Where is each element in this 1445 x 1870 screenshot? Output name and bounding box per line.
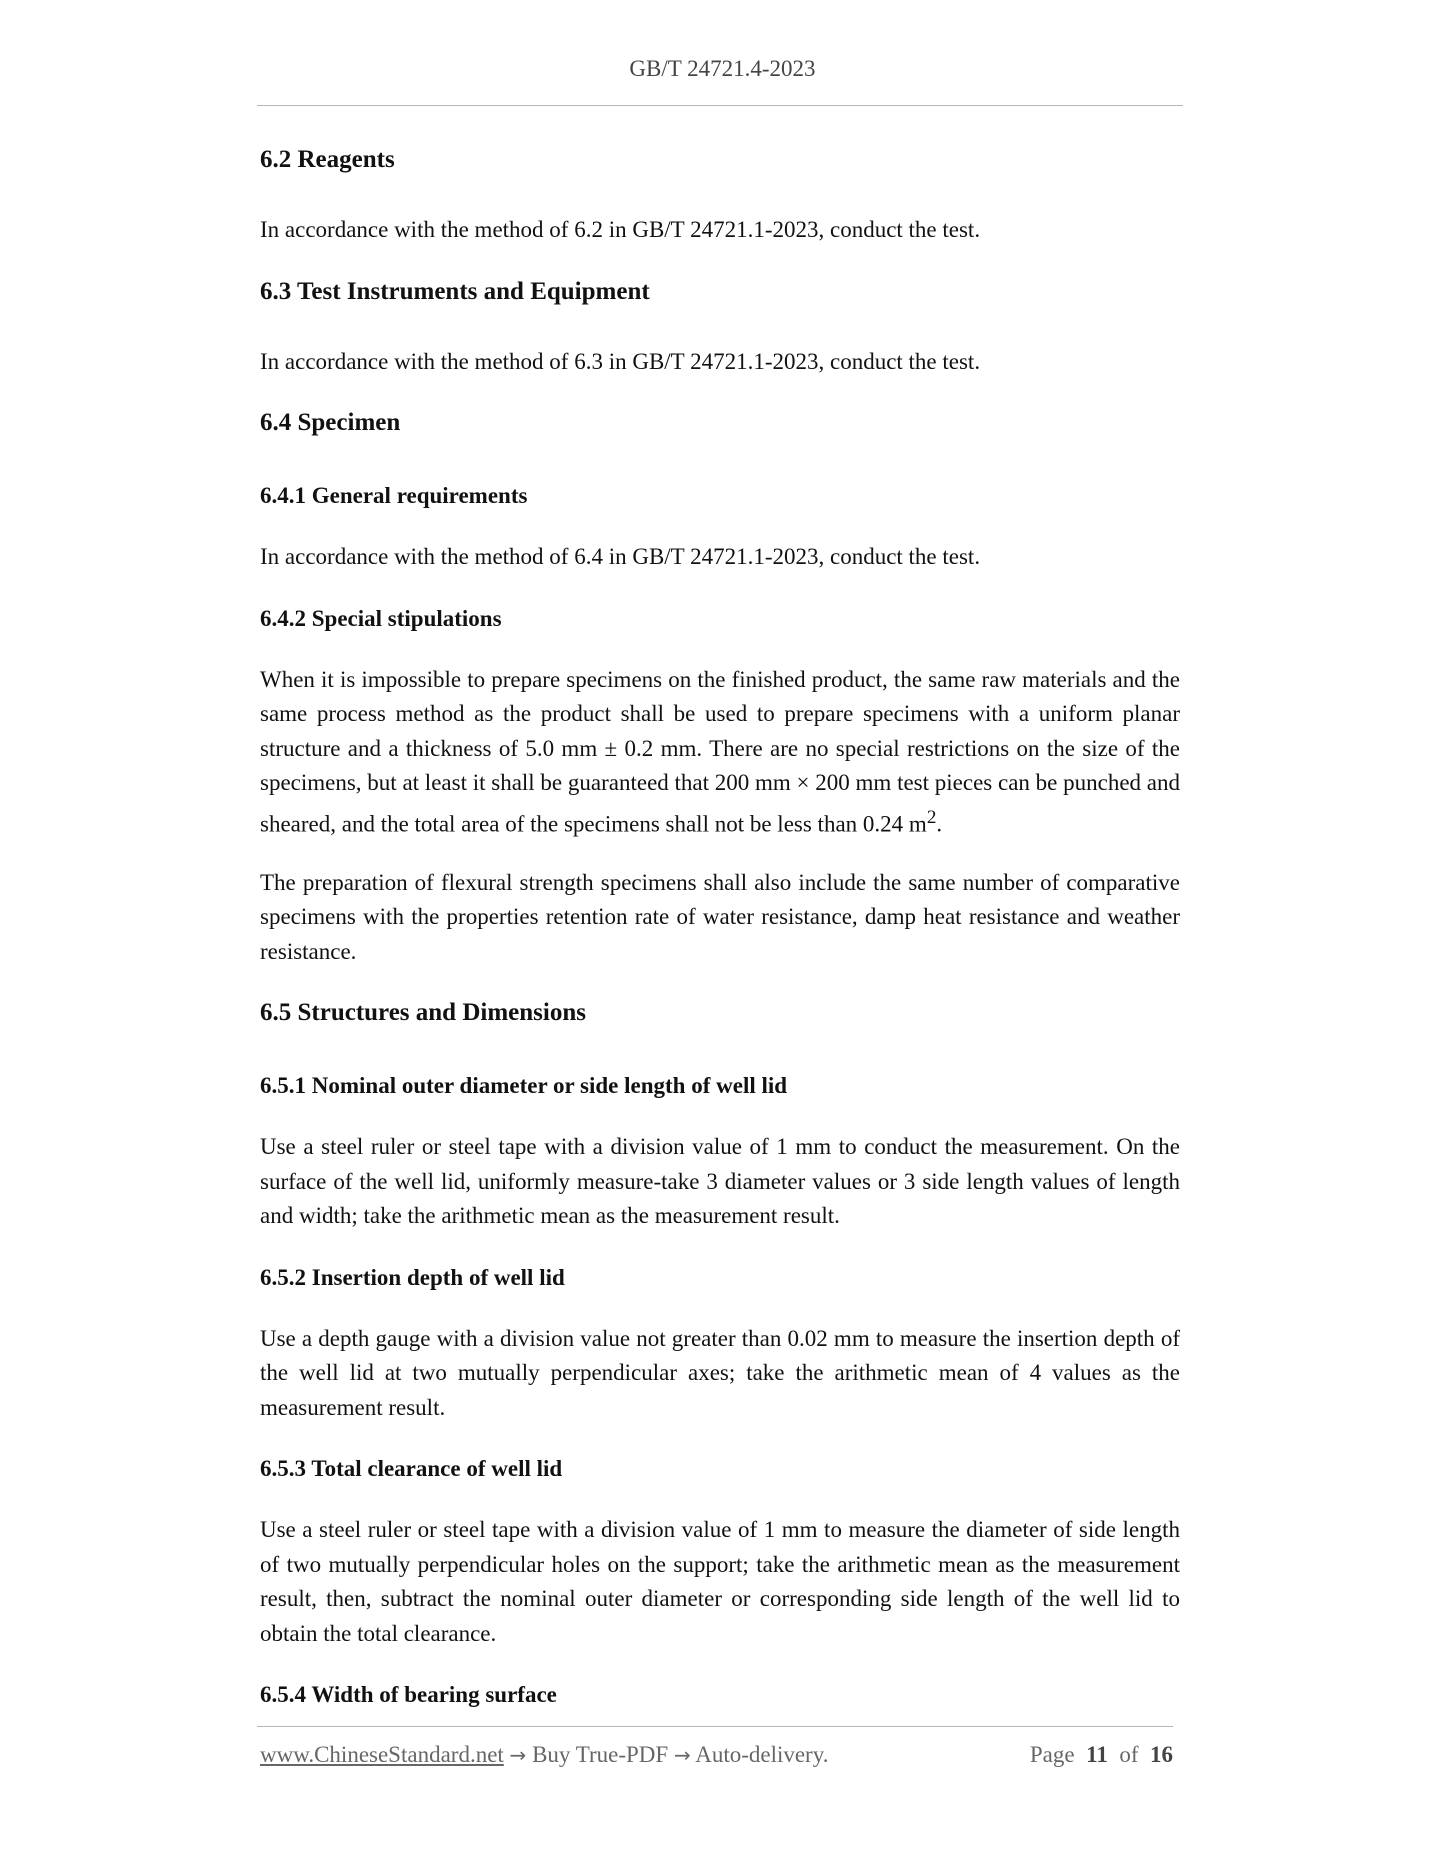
paragraph-6-4-1: In accordance with the method of 6.4 in GB/T 24721.1-2023, conduct the test. (260, 544, 981, 569)
page-label: Page (1029, 1742, 1075, 1767)
website-link[interactable]: www.ChineseStandard.net (260, 1742, 504, 1767)
document-body (260, 140, 1180, 1739)
page-number (1030, 1742, 1173, 1768)
header-divider (257, 105, 1183, 106)
subsection-heading-6-5-2: 6.5.2 Insertion depth of well lid (260, 1264, 565, 1290)
paragraph-6-5-2: Use a depth gauge with a division value not greater than 0.02 mm to measure the insertion depth of the well lid at two mutually perpendicular axes; take the arithmetic mean of 4 values as the measurement result. (260, 1325, 1180, 1420)
subsection-heading-6-5-1: 6.5.1 Nominal outer diameter or side length of well lid (260, 1073, 788, 1099)
auto-delivery-text: Auto-delivery. (695, 1742, 829, 1767)
page-total: 16 (1150, 1742, 1173, 1767)
paragraph-6-4-2-b: The preparation of flexural strength specimens shall also include the same number of comparative specimens with the properties retention rate of water resistance, damp heat resistance and weather resistance. (260, 869, 1180, 964)
subsection-heading-6-4-2: 6.4.2 Special stipulations (260, 605, 502, 631)
page-current: 11 (1086, 1742, 1108, 1767)
paragraph-6-2: In accordance with the method of 6.2 in GB/T 24721.1-2023, conduct the test. (260, 217, 981, 242)
page-header-doc-code: GB/T 24721.4-2023 (629, 56, 816, 81)
section-heading-6-5: 6.5 Structures and Dimensions (260, 999, 586, 1027)
paragraph-6-5-3: Use a steel ruler or steel tape with a division value of 1 mm to measure the diameter of side length of two mutually perpendicular holes on the support; take the arithmetic mean as the measurement result, then, subtract the nominal outer diameter or corresponding side length of the well lid to obtain the total clearance. (260, 1517, 1180, 1646)
paragraph-6-5-1: Use a steel ruler or steel tape with a division value of 1 mm to conduct the measurement. On the surface of the well lid, uniformly measure-take 3 diameter values or 3 side length values of length and width; take the arithmetic mean as the measurement result. (260, 1134, 1180, 1229)
superscript-2: 2 (926, 806, 937, 828)
page-footer (260, 1742, 1173, 1768)
subsection-heading-6-5-3: 6.5.3 Total clearance of well lid (260, 1456, 563, 1482)
section-heading-6-2: 6.2 Reagents (260, 146, 395, 173)
subsection-heading-6-5-4: 6.5.4 Width of bearing surface (260, 1682, 557, 1708)
page-of-label: of (1119, 1742, 1139, 1767)
arrow-right-icon: → (673, 1743, 691, 1767)
paragraph-6-4-2-a-end: . (936, 811, 943, 837)
section-heading-6-3: 6.3 Test Instruments and Equipment (260, 277, 650, 305)
paragraph-6-3: In accordance with the method of 6.3 in GB/T 24721.1-2023, conduct the test. (260, 348, 981, 374)
arrow-right-icon: → (509, 1743, 527, 1767)
buy-true-pdf-text: Buy True-PDF (532, 1742, 669, 1767)
subsection-heading-6-4-1: 6.4.1 General requirements (260, 483, 528, 508)
paragraph-6-4-2-a (260, 663, 1180, 842)
paragraph-6-4-2-a-text: When it is impossible to prepare specimens on the finished product, the same raw materials and the same process method as the product shall be used to prepare specimens with a uniform planar structure and a thickness of 5.0 mm ± 0.2 mm. There are no special restrictions on the size of the specimens, but at least it shall be guaranteed that 200 mm × 200 mm test pieces can be punched and sheared, and the total area of the specimens shall not be less than 0.24 m (260, 666, 1180, 837)
footer-divider (257, 1726, 1173, 1727)
section-heading-6-4: 6.4 Specimen (260, 409, 401, 436)
